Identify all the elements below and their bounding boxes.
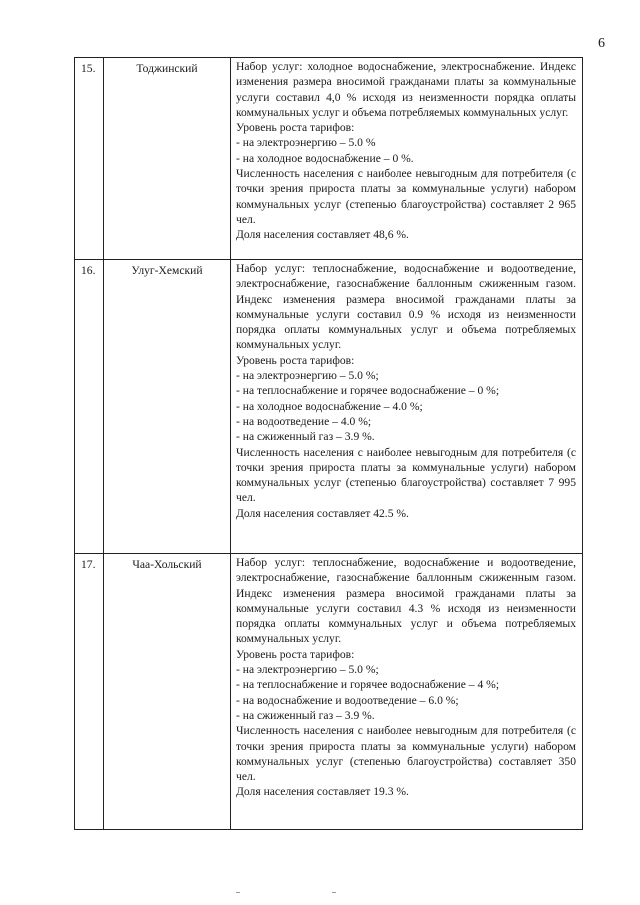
tariff-item: - на водоснабжение и водоотведение – 6.0 %; <box>236 693 459 707</box>
services-text: Набор услуг: холодное водоснабжение, электроснабжение. Индекс изменения размера вносимой гражданами платы за коммунальные услуги составил 4,0 % исходя из неизменности порядка оплаты коммунальных услуг и объема потребляемых коммунальных услуг. <box>236 60 576 119</box>
tariff-item: - на теплоснабжение и горячее водоснабжение – 0 %; <box>236 384 500 398</box>
tariff-item: - на электроэнергию – 5.0 % <box>236 136 376 150</box>
table-row <box>75 554 583 830</box>
row-number: 17. <box>75 554 104 830</box>
tariff-heading: Уровень роста тарифов: <box>236 647 355 661</box>
scan-mark <box>236 892 240 893</box>
tariff-item: - на сжиженный газ – 3.9 %. <box>236 430 375 444</box>
page-number: 6 <box>598 36 605 51</box>
services-text: Набор услуг: теплоснабжение, водоснабжение и водоотведение, электроснабжение, газоснабжение баллонным сжиженным газом. Индекс изменения размера вносимой гражданами платы за коммунальные услуги составил 0.9 % исходя из неизменности порядка оплаты коммунальных услуг и объема потребляемых коммунальных услуг. <box>236 262 576 352</box>
tariff-item: - на электроэнергию – 5.0 %; <box>236 369 379 383</box>
tariff-item: - на водоотведение – 4.0 %; <box>236 414 372 428</box>
population-text: Численность населения с наиболее невыгодным для потребителя (с точки зрения прироста платы за коммунальные услуги) набором коммунальных услуг (степенью благоустройства) составляет 2 965 чел. <box>236 167 576 226</box>
row-number: 16. <box>75 260 104 554</box>
scan-marks <box>236 892 346 895</box>
district-name: Улуг-Хемский <box>104 260 231 554</box>
share-text: Доля населения составляет 42.5 %. <box>236 506 409 520</box>
description-cell <box>231 58 583 260</box>
description-cell <box>231 554 583 830</box>
population-text: Численность населения с наиболее невыгодным для потребителя (с точки зрения прироста платы за коммунальные услуги) набором коммунальных услуг (степенью благоустройства) составляет 350 чел. <box>236 724 576 784</box>
description-cell <box>231 260 583 554</box>
row-number: 15. <box>75 58 104 260</box>
tariff-item: - на сжиженный газ – 3.9 %. <box>236 708 375 722</box>
population-text: Численность населения с наиболее невыгодным для потребителя (с точки зрения прироста платы за коммунальные услуги) набором коммунальных услуг (степенью благоустройства) составляет 7 995 чел. <box>236 445 576 505</box>
scan-mark <box>332 892 336 893</box>
district-name: Тоджинский <box>104 58 231 260</box>
tariff-heading: Уровень роста тарифов: <box>236 353 355 367</box>
tariff-item: - на холодное водоснабжение – 4.0 %; <box>236 399 423 413</box>
share-text: Доля населения составляет 19.3 %. <box>236 785 409 799</box>
tariff-item: - на теплоснабжение и горячее водоснабжение – 4 %; <box>236 678 500 692</box>
share-text: Доля населения составляет 48,6 %. <box>236 228 409 242</box>
tariff-item: - на электроэнергию – 5.0 %; <box>236 663 379 677</box>
tariff-item: - на холодное водоснабжение – 0 %. <box>236 151 414 165</box>
tariff-table <box>74 57 583 830</box>
tariff-heading: Уровень роста тарифов: <box>236 121 355 135</box>
district-name: Чаа-Хольский <box>104 554 231 830</box>
table-row <box>75 260 583 554</box>
table-row <box>75 58 583 260</box>
services-text: Набор услуг: теплоснабжение, водоснабжение и водоотведение, электроснабжение, газоснабжение баллонным сжиженным газом. Индекс изменения размера вносимой гражданами платы за коммунальные услуги составил 4.3 % исходя из неизменности порядка оплаты коммунальных услуг и объема потребляемых коммунальных услуг. <box>236 556 576 646</box>
